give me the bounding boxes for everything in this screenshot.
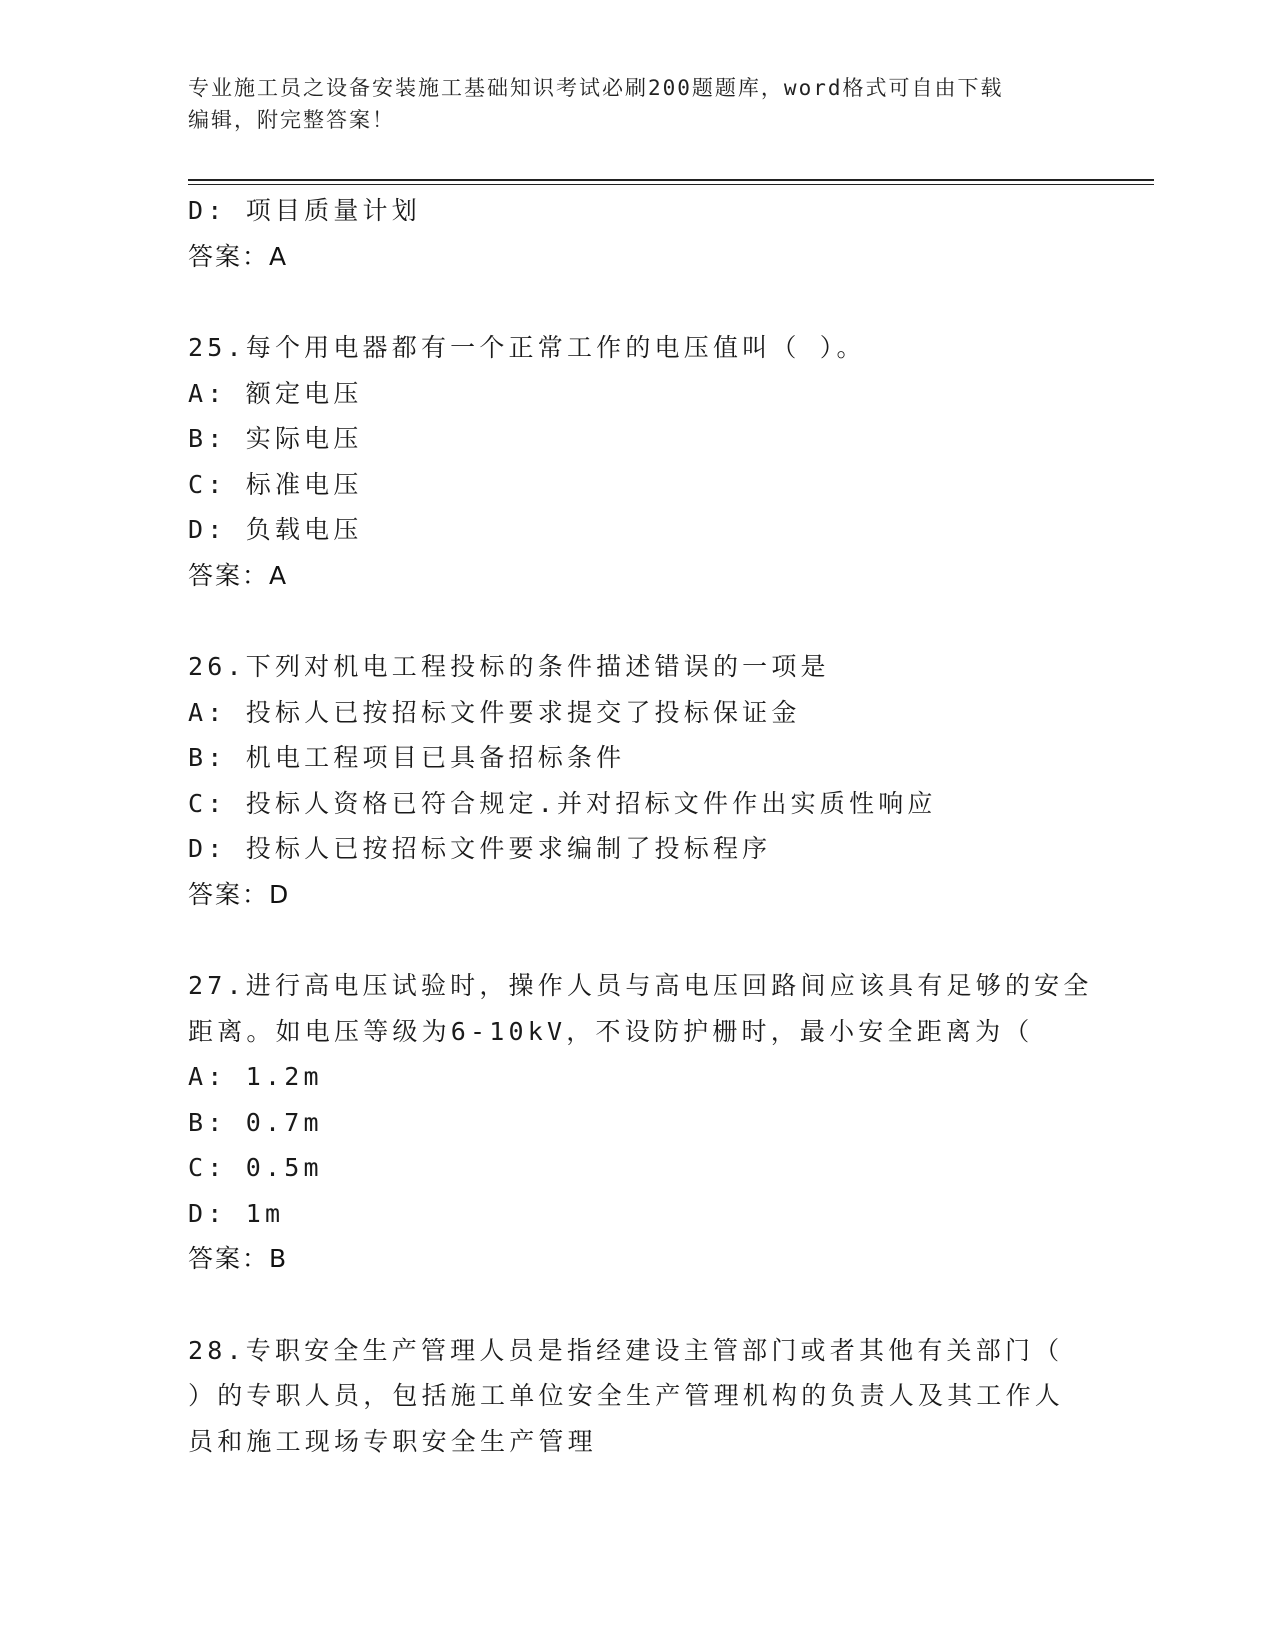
question-26 [188, 644, 1088, 917]
question-content [188, 188, 1093, 1464]
question-27 [188, 963, 1093, 1282]
option-c: C: 标准电压 [188, 469, 363, 499]
question-stem-line-3: 员和施工现场专职安全生产管理 [188, 1426, 597, 1456]
question-stem-line-1: 27.进行高电压试验时，操作人员与高电压回路间应该具有足够的安全 [188, 971, 1093, 1000]
option-c: C: 0.5m [188, 1153, 323, 1182]
header-title-line-1: 专业施工员之设备安装施工基础知识考试必刷200题题库，word格式可自由下载 [188, 76, 1004, 100]
question-28 [188, 1328, 1088, 1465]
option-d: D: 项目质量计划 [188, 196, 421, 225]
answer-line: 答案：A [188, 241, 289, 271]
answer-line: 答案：D [188, 879, 291, 909]
question-spacer [188, 917, 1088, 963]
question-stem-line-2: ）的专职人员，包括施工单位安全生产管理机构的负责人及其工作人 [188, 1381, 1065, 1410]
header-title-line-2: 编辑，附完整答案！ [188, 108, 395, 132]
question-spacer [188, 279, 1088, 325]
option-d: D: 负载电压 [188, 515, 363, 544]
question-24-fragment [188, 188, 1088, 279]
option-a: A: 额定电压 [188, 378, 363, 408]
page-header [188, 72, 1088, 136]
option-b: B: 实际电压 [188, 424, 363, 453]
answer-line: 答案：A [188, 560, 289, 590]
question-stem: 26.下列对机电工程投标的条件描述错误的一项是 [188, 652, 830, 681]
option-a: A: 投标人已按招标文件要求提交了投标保证金 [188, 697, 801, 727]
option-a: A: 1.2m [188, 1062, 323, 1091]
option-d: D: 1m [188, 1198, 285, 1228]
answer-line: 答案：B [188, 1244, 289, 1273]
question-spacer [188, 1282, 1088, 1328]
option-b: B: 0.7m [188, 1107, 323, 1137]
question-stem-line-1: 28.专职安全生产管理人员是指经建设主管部门或者其他有关部门（ [188, 1335, 1064, 1365]
option-c: C: 投标人资格已符合规定.并对招标文件作出实质性响应 [188, 788, 937, 818]
option-b: B: 机电工程项目已具备招标条件 [188, 743, 626, 772]
question-stem: 25.每个用电器都有一个正常工作的电压值叫（ ）。 [188, 333, 866, 362]
question-stem-line-2: 距离。如电压等级为6-10kV，不设防护栅时，最小安全距离为（ [188, 1016, 1034, 1046]
header-rule-thin [188, 184, 1154, 185]
question-spacer [188, 598, 1088, 644]
option-d: D: 投标人已按招标文件要求编制了投标程序 [188, 834, 772, 863]
question-25 [188, 325, 1088, 598]
header-rule-thick [188, 179, 1154, 181]
